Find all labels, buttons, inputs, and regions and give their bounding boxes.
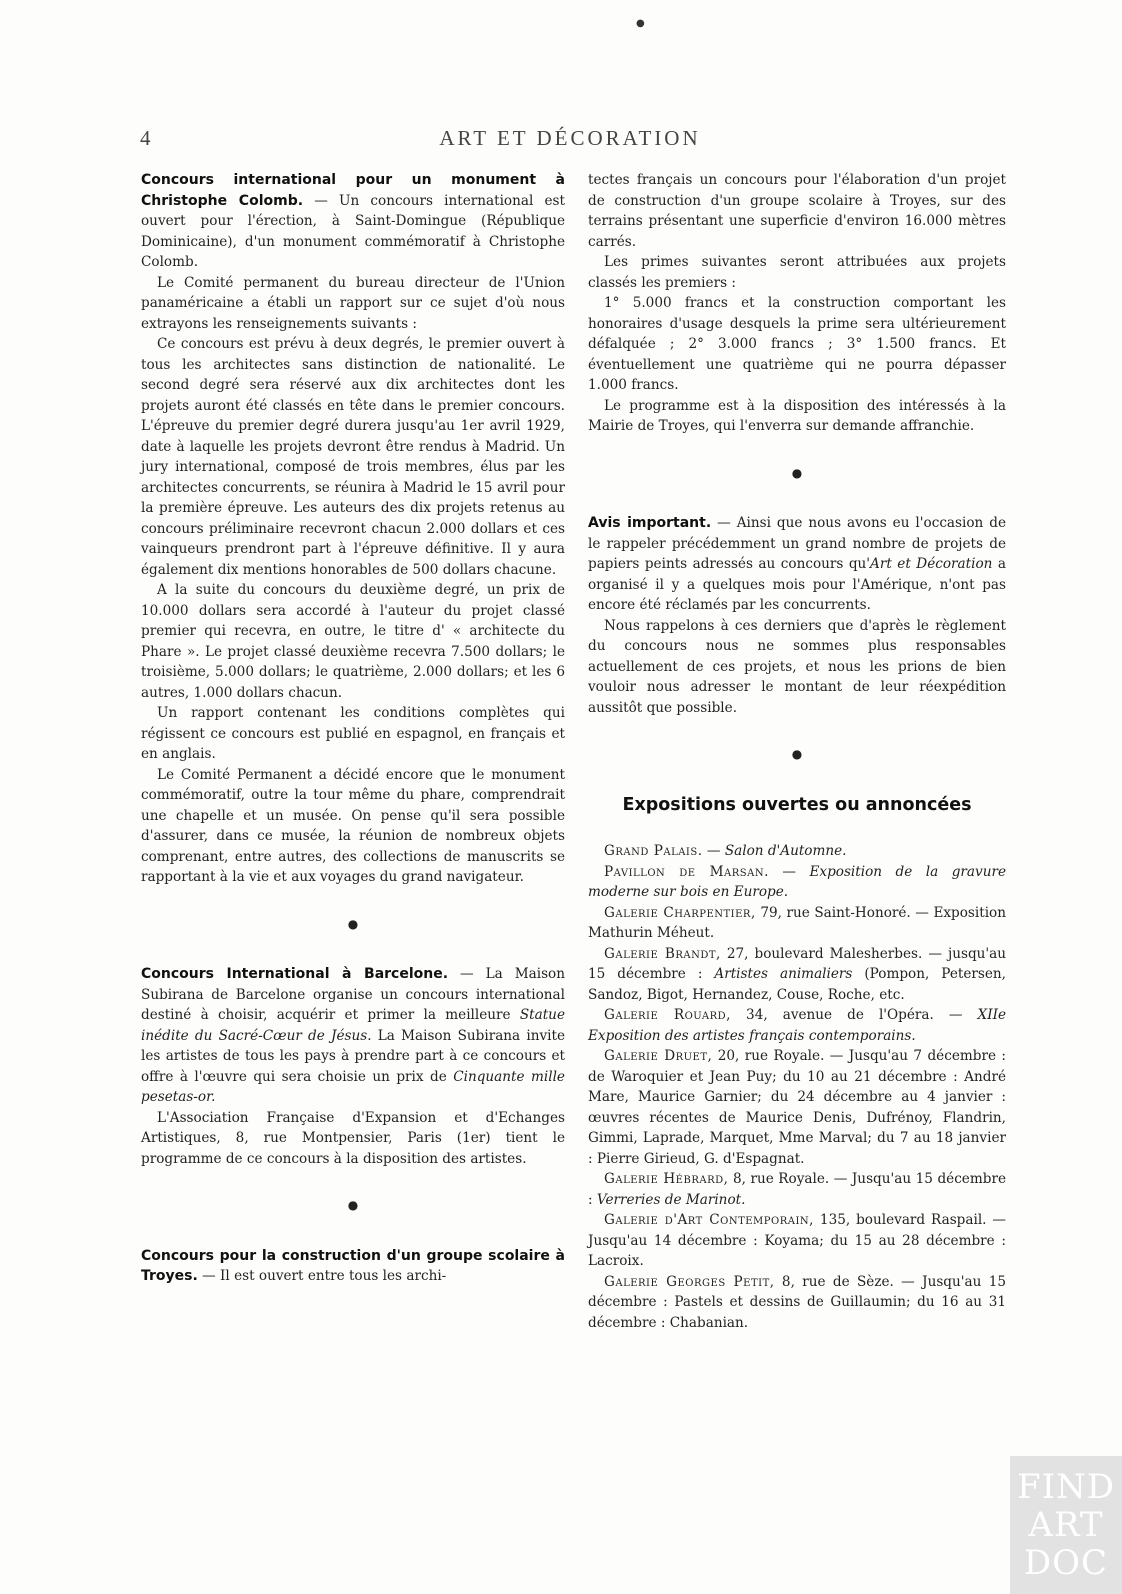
colomb-paragraph-1: Concours international pour un monument à Christophe Colomb. — Un concours international est ouvert pour l'érection, à Saint-Domingue (République Dominicaine), d'un monument commémoratif à Christophe Colomb. bbox=[141, 172, 565, 270]
troyes-continuation: tectes français un concours pour l'élaboration d'un projet de construction d'un groupe scolaire à Troyes, sur des terrains présentant une superficie d'environ 16.000 mètres carrés. bbox=[588, 172, 1006, 250]
colomb-paragraph-5: Un rapport contenant les conditions complètes qui régissent ce concours est publié en espagnol, en français et en anglais. bbox=[141, 705, 565, 762]
expo-entry: Galerie Charpentier, 79, rue Saint-Honoré. — Exposition Mathurin Méheut. bbox=[588, 904, 1006, 941]
expo-entry: Pavillon de Marsan. — Exposition de la gravure moderne sur bois en Europe. bbox=[588, 863, 1006, 900]
colomb-paragraph-6: Le Comité Permanent a décidé encore que le monument commémoratif, outre la tour même du phare, comprendrait une chapelle et un musée. On pense qu'il sera possible d'assurer, dans ce musée, la réunion de nombreux objets comprenant, entre autres, des collections de manuscrits se rapportant à la vie et aux voyages du grand navigateur. bbox=[141, 766, 565, 885]
barcelone-heading: Concours International à Barcelone. bbox=[141, 966, 449, 982]
avis-heading: Avis important. bbox=[588, 515, 712, 531]
barcelone-paragraph-2: L'Association Française d'Expansion et d'Echanges Artistiques, 8, rue Montpensier, Paris (1er) tient le programme de ce concours à la disposition des artistes. bbox=[141, 1109, 565, 1167]
section-separator: ● bbox=[791, 747, 803, 761]
avis-paragraph-1: Avis important. — Ainsi que nous avons eu l'occasion de le rappeler précédemment un grand nombre de projets de papiers peints adressés au concours qu'Art et Décoration a organisé il y a quelques mois pour l'Amérique, n'ont pas encore été réclamés par les concurrents. bbox=[588, 515, 1007, 613]
expo-entry: Galerie d'Art Contemporain, 135, boulevard Raspail. — Jusqu'au 14 décembre : Koyama; du 15 au 28 décembre : Lacroix. bbox=[588, 1212, 1006, 1269]
expositions-heading: Expositions ouvertes ou annoncées bbox=[622, 794, 972, 815]
findartdoc-watermark: FIND ART DOC bbox=[1010, 1456, 1122, 1594]
expo-entry: Galerie Brandt, 27, boulevard Malesherbes. — jusqu'au 15 décembre : Artistes animaliers (Pompon, Petersen, Sandoz, Bigot, Hernandez, Couse, Roche, etc. bbox=[588, 945, 1006, 1003]
barcelone-paragraph-1: Concours International à Barcelone. — La Maison Subirana de Barcelone organise un concours international destiné à choisir, acquérir et primer la meilleure Statue inédite du Sacré-Cœur de Jésus. La Maison Subirana invite les artistes de tous les pays à prendre part à ce concours et offre à l'œuvre qui sera choisie un prix de Cinquante mille pesetas-or. bbox=[141, 966, 565, 1105]
troyes-paragraph-4: Le programme est à la disposition des intéressés à la Mairie de Troyes, qui l'enverra sur demande affranchie. bbox=[588, 397, 1006, 434]
troyes-heading: Concours pour la construction d'un groupe scolaire à Troyes. bbox=[141, 1247, 565, 1284]
troyes-paragraph-2: Les primes suivantes seront attribuées aux projets classés les premiers : bbox=[588, 254, 1006, 291]
expo-entry: Galerie Georges Petit, 8, rue de Sèze. — Jusqu'au 15 décembre : Pastels et dessins de Guillaumin; du 16 au 31 décembre : Chabanian. bbox=[588, 1273, 1006, 1331]
colomb-paragraph-3: Ce concours est prévu à deux degrés, le premier ouvert à tous les architectes sans distinction de nationalité. Le second degré sera réservé aux dix architectes dont les projets auront été classés en tête dans le premier concours. L'épreuve du premier degré durera jusqu'au 1er avril 1929, date à laquelle les projets devront être rendus à Madrid. Un jury international, composé de trois membres, élus par les architectes concurrents, se réunira à Madrid le 15 avril pour la première épreuve. Les auteurs des dix projets retenus au concours préliminaire recevront chacun 2.000 dollars et ces vainqueurs prendront part à l'épreuve définitive. Il y aura également dix mentions honorables de 500 dollars chacune. bbox=[141, 336, 565, 578]
colomb-paragraph-4: A la suite du concours du deuxième degré, un prix de 10.000 dollars sera accordé à l'auteur du projet classé premier qui recevra, en outre, le titre d' « architecte du Phare ». Le projet classé deuxième recevra 7.500 dollars; le troisième, 5.000 dollars; le quatrième, 2.000 dollars; et les 6 autres, 1.000 dollars chacun. bbox=[141, 582, 565, 701]
troyes-paragraph-3: 1° 5.000 francs et la construction comportant les honoraires d'usage desquels la prime sera ultérieurement défalquée ; 2° 3.000 francs ; 3° 1.500 francs. Et éventuellement une quatrième qui ne pourra dépasser 1.000 francs. bbox=[588, 295, 1006, 393]
expositions-list bbox=[588, 841, 1006, 1333]
page-number: 4 bbox=[140, 126, 154, 150]
avis-paragraph-2: Nous rappelons à ces derniers que d'après le règlement du concours nous ne sommes plus responsables actuellement de ces projets, et nous les prions de bien vouloir nous adresser le montant de leur réexpédition aussitôt que possible. bbox=[588, 617, 1006, 716]
expo-entry: Galerie Rouard, 34, avenue de l'Opéra. — XIIe Exposition des artistes français contemporains. bbox=[588, 1007, 1007, 1044]
colomb-paragraph-2: Le Comité permanent du bureau directeur de l'Union panaméricaine a établi un rapport sur ce sujet d'où nous extrayons les renseignements suivants : bbox=[141, 274, 565, 332]
section-separator: ● bbox=[347, 1198, 359, 1212]
right-column bbox=[588, 170, 1006, 1333]
section-separator: ● bbox=[347, 916, 359, 931]
top-dot-mark: ● bbox=[636, 18, 645, 29]
left-column bbox=[141, 170, 565, 1287]
troyes-paragraph-1: Concours pour la construction d'un groupe scolaire à Troyes. — Il est ouvert entre tous les archi- bbox=[141, 1247, 565, 1284]
expo-entry: Grand Palais. — Salon d'Automne. bbox=[604, 843, 847, 859]
section-separator: ● bbox=[791, 465, 803, 480]
expo-entry: Galerie Druet, 20, rue Royale. — Jusqu'au 7 décembre : de Waroquier et Jean Puy; du 10 au 21 décembre : André Mare, Maurice Garnier; du 24 décembre au 4 janvier : œuvres récentes de Maurice Denis, Dufrénoy, Flandrin, Gimmi, Laprade, Marquet, Mme Marval; du 7 au 18 janvier : Pierre Girieud, G. d'Espagnat. bbox=[588, 1048, 1006, 1167]
journal-title: ART ET DÉCORATION bbox=[439, 126, 701, 150]
expo-entry: Galerie Hébrard, 8, rue Royale. — Jusqu'au 15 décembre : Verreries de Marinot. bbox=[588, 1171, 1006, 1208]
colomb-heading: Concours international pour un monument à Christophe Colomb. bbox=[141, 172, 565, 209]
